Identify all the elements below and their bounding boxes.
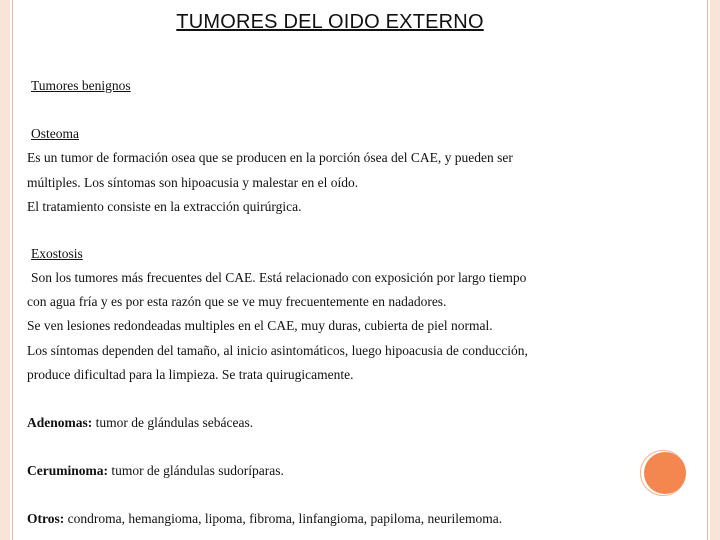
exostosis-line-4: Los síntomas dependen del tamaño, al inicio asintomáticos, luego hipoacusia de conducción, <box>27 343 528 358</box>
ceruminoma-text: tumor de glándulas sudoríparas. <box>108 463 284 478</box>
left-border-line <box>12 0 13 540</box>
osteoma-line-2: múltiples. Los síntomas son hipoacusia y malestar en el oído. <box>27 175 359 190</box>
exostosis-line-5: produce dificultad para la limpieza. Se trata quirugicamente. <box>27 367 354 382</box>
benign-heading: Tumores benignos <box>31 78 131 93</box>
osteoma-line-3: El tratamiento consiste en la extracción quirúrgica. <box>27 199 302 214</box>
adenomas-label: Adenomas: <box>27 415 93 430</box>
exostosis-line-2: con agua fría y es por esta razón que se ve muy frecuentemente en nadadores. <box>27 294 447 309</box>
osteoma-line-1: Es un tumor de formación osea que se producen en la porción ósea del CAE, y pueden ser <box>27 150 513 165</box>
decorative-circle <box>644 452 686 494</box>
right-border-line <box>707 0 708 540</box>
adenomas-line <box>27 415 253 431</box>
adenomas-text: tumor de glándulas sebáceas. <box>92 415 254 430</box>
ceruminoma-line <box>27 463 284 479</box>
exostosis-line-3: Se ven lesiones redondeadas multiples en el CAE, muy duras, cubierta de piel normal. <box>27 318 493 333</box>
exostosis-heading: Exostosis <box>31 246 83 261</box>
slide-title: TUMORES DEL OIDO EXTERNO <box>176 11 484 33</box>
ceruminoma-label: Ceruminoma: <box>27 463 108 478</box>
osteoma-heading: Osteoma <box>31 126 79 141</box>
right-border-band <box>710 0 720 540</box>
exostosis-line-1: Son los tumores más frecuentes del CAE. Está relacionado con exposición por largo tiempo <box>31 270 527 285</box>
otros-label: Otros: <box>27 511 65 526</box>
otros-line <box>27 511 502 527</box>
otros-text: condroma, hemangioma, lipoma, fibroma, linfangioma, papiloma, neurilemoma. <box>64 511 503 526</box>
left-border-band <box>0 0 10 540</box>
